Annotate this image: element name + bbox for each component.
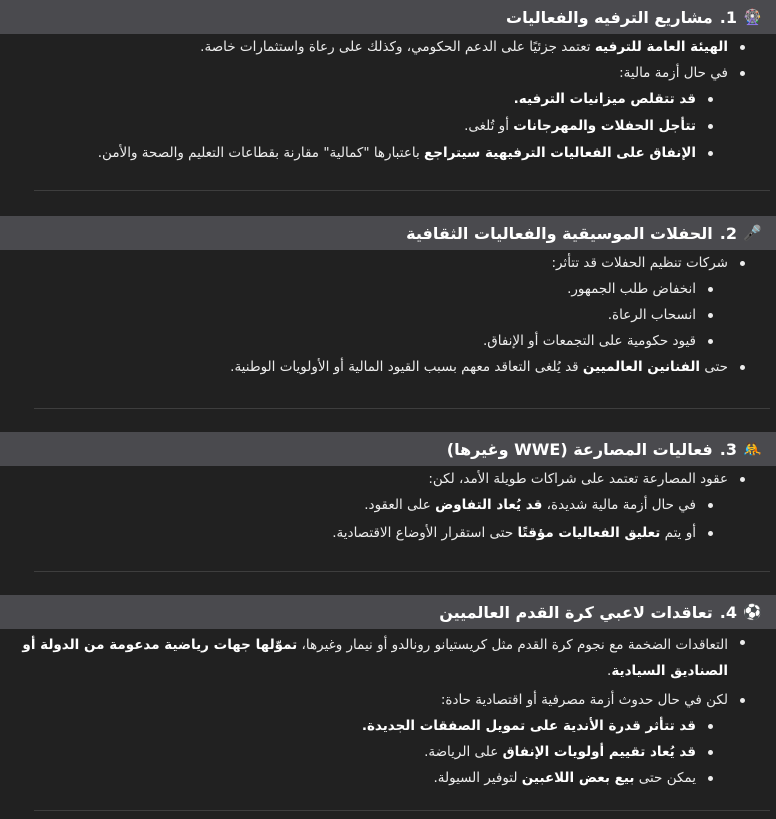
text: قيود حكومية على التجمعات أو الإنفاق. <box>482 333 696 349</box>
list-item <box>0 253 776 273</box>
soccer-ball-icon: ⚽ <box>743 603 762 621</box>
bullet-list <box>0 632 776 788</box>
section-heading <box>447 440 762 459</box>
bold-text: قد تتقلص ميزانيات الترفيه. <box>513 91 696 107</box>
sub-list-item <box>0 495 776 515</box>
sub-list-item <box>0 716 776 736</box>
section-header-1 <box>0 0 776 34</box>
section-divider <box>34 190 770 191</box>
text: في حال أزمة مالية شديدة، <box>542 497 696 513</box>
section-heading <box>406 224 762 243</box>
list-item <box>0 357 776 377</box>
bullet-list <box>0 37 776 163</box>
wrestlers-icon: 🤼 <box>743 440 762 458</box>
section-body-3 <box>0 469 776 551</box>
bold-text: بيع بعض اللاعبين <box>521 770 635 786</box>
sub-list-item <box>0 89 776 109</box>
section-heading <box>439 603 762 622</box>
text: التعاقدات الضخمة مع نجوم كرة القدم مثل كريستيانو رونالدو أو نيمار وغيرها، <box>297 637 728 653</box>
section-title: الحفلات الموسيقية والفعاليات الثقافية <box>406 223 713 243</box>
bold-text: قد تتأثر قدرة الأندية على تمويل الصفقات الجديدة. <box>361 718 696 734</box>
text: . <box>607 663 612 679</box>
text: حتى <box>700 359 728 375</box>
text: عقود المصارعة تعتمد على شراكات طويلة الأمد، لكن: <box>428 471 728 487</box>
section-divider <box>34 810 770 811</box>
sub-list-item <box>0 768 776 788</box>
text: تعتمد جزئيًا على الدعم الحكومي، وكذلك على رعاة واستثمارات خاصة. <box>200 39 595 55</box>
list-item <box>0 469 776 489</box>
sub-list-item <box>0 331 776 351</box>
list-item <box>0 690 776 710</box>
text: انخفاض طلب الجمهور. <box>567 281 696 297</box>
section-body-1 <box>0 37 776 170</box>
text: قد يُلغى التعاقد معهم بسبب القيود المالية أو الأولويات الوطنية. <box>230 359 583 375</box>
section-title: مشاريع الترفيه والفعاليات <box>505 7 713 27</box>
text: في حال أزمة مالية: <box>619 65 728 81</box>
section-number: 2. <box>719 223 737 243</box>
text: حتى استقرار الأوضاع الاقتصادية. <box>332 525 518 541</box>
text: لتوفير السيولة. <box>433 770 522 786</box>
section-number: 1. <box>719 7 737 27</box>
sub-list-item <box>0 742 776 762</box>
section-body-2 <box>0 253 776 384</box>
sub-list-item <box>0 143 776 163</box>
section-body-4 <box>0 632 776 794</box>
bold-text: الفنانين العالميين <box>582 359 701 375</box>
section-header-3 <box>0 432 776 466</box>
section-title: فعاليات المصارعة (WWE وغيرها) <box>446 439 713 459</box>
section-header-2 <box>0 216 776 250</box>
sub-list-item <box>0 305 776 325</box>
section-number: 4. <box>719 602 737 622</box>
bullet-list <box>0 469 776 543</box>
text: يمكن حتى <box>634 770 696 786</box>
ferris-wheel-icon: 🎡 <box>743 8 762 26</box>
bold-text: قد يُعاد التفاوض <box>435 497 543 513</box>
section-divider <box>34 571 770 572</box>
microphone-icon: 🎤 <box>743 224 762 242</box>
sub-list-item <box>0 116 776 136</box>
list-item <box>0 37 776 57</box>
section-number: 3. <box>719 439 737 459</box>
list-item <box>0 63 776 83</box>
section-title: تعاقدات لاعبي كرة القدم العالميين <box>439 602 713 622</box>
bold-text: تموّلها جهات رياضية مدعومة من الدولة أو الصناديق السيادية <box>22 637 728 679</box>
section-header-4 <box>0 595 776 629</box>
section-heading <box>506 8 762 27</box>
bullet-list <box>0 253 776 377</box>
section-divider <box>34 408 770 409</box>
text: أو تُلغى. <box>464 118 514 134</box>
text: انسحاب الرعاة. <box>607 307 696 323</box>
bold-text: الإنفاق على الفعاليات الترفيهية سيتراجع <box>424 145 696 161</box>
bold-text: تتأجل الحفلات والمهرجانات <box>513 118 696 134</box>
sub-list-item <box>0 279 776 299</box>
text: شركات تنظيم الحفلات قد تتأثر: <box>551 255 728 271</box>
sub-list-item <box>0 523 776 543</box>
text: لكن في حال حدوث أزمة مصرفية أو اقتصادية حادة: <box>440 692 728 708</box>
bold-text: تعليق الفعاليات مؤقتًا <box>517 525 661 541</box>
bold-text: قد يُعاد تقييم أولويات الإنفاق <box>502 744 696 760</box>
list-item <box>0 632 776 684</box>
text: أو يتم <box>660 525 696 541</box>
text: على العقود. <box>364 497 436 513</box>
text: باعتبارها "كمالية" مقارنة بقطاعات التعليم والصحة والأمن. <box>97 145 425 161</box>
text: على الرياضة. <box>424 744 503 760</box>
bold-text: الهيئة العامة للترفيه <box>594 39 728 55</box>
